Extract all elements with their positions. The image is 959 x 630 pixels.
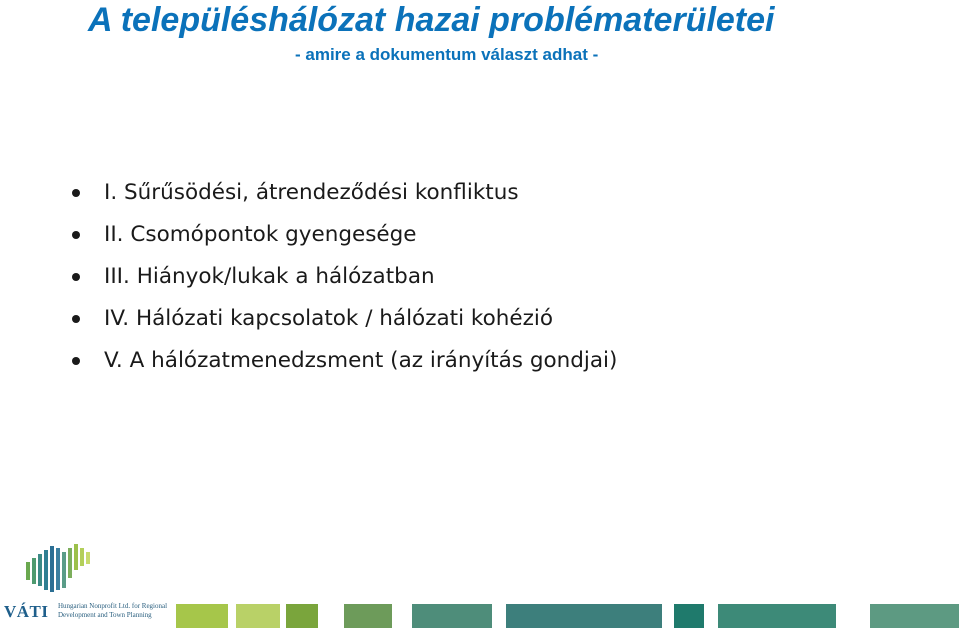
- slide-title: A településhálózat hazai problématerületei: [88, 1, 775, 39]
- list-item: [72, 256, 617, 298]
- slide-subtitle: - amire a dokumentum választ adhat -: [295, 45, 599, 64]
- logo-name: VÁTI: [4, 602, 49, 621]
- list-item-text: I. Sűrűsödési, átrendeződési konfliktus: [104, 180, 519, 205]
- list-item-text: II. Csomópontok gyengesége: [104, 222, 417, 247]
- bullet-icon: [72, 315, 80, 323]
- list-item: [72, 298, 617, 340]
- footer-bar-3: [286, 604, 318, 628]
- footer-bar-5: [412, 604, 492, 628]
- list-item-text: III. Hiányok/lukak a hálózatban: [104, 264, 435, 289]
- footer-bar-1: [176, 604, 228, 628]
- bullet-icon: [72, 189, 80, 197]
- list-item: [72, 340, 617, 382]
- footer-bar-8: [718, 604, 836, 628]
- list-item-text: IV. Hálózati kapcsolatok / hálózati kohézió: [104, 306, 554, 331]
- bullet-icon: [72, 357, 80, 365]
- footer-bar-9: [870, 604, 959, 628]
- bullet-icon: [72, 231, 80, 239]
- footer-bar-6: [506, 604, 662, 628]
- list-item: [72, 214, 617, 256]
- list-item-text: V. A hálózatmenedzsment (az irányítás gondjai): [104, 348, 618, 373]
- footer-bar-2: [236, 604, 280, 628]
- bullet-list: [72, 172, 617, 382]
- logo-tagline: Hungarian Nonprofit Ltd. for Regional Development and Town Planning: [58, 602, 168, 619]
- bullet-icon: [72, 273, 80, 281]
- list-item: [72, 172, 617, 214]
- footer-bar-4: [344, 604, 392, 628]
- footer-bar-7: [674, 604, 704, 628]
